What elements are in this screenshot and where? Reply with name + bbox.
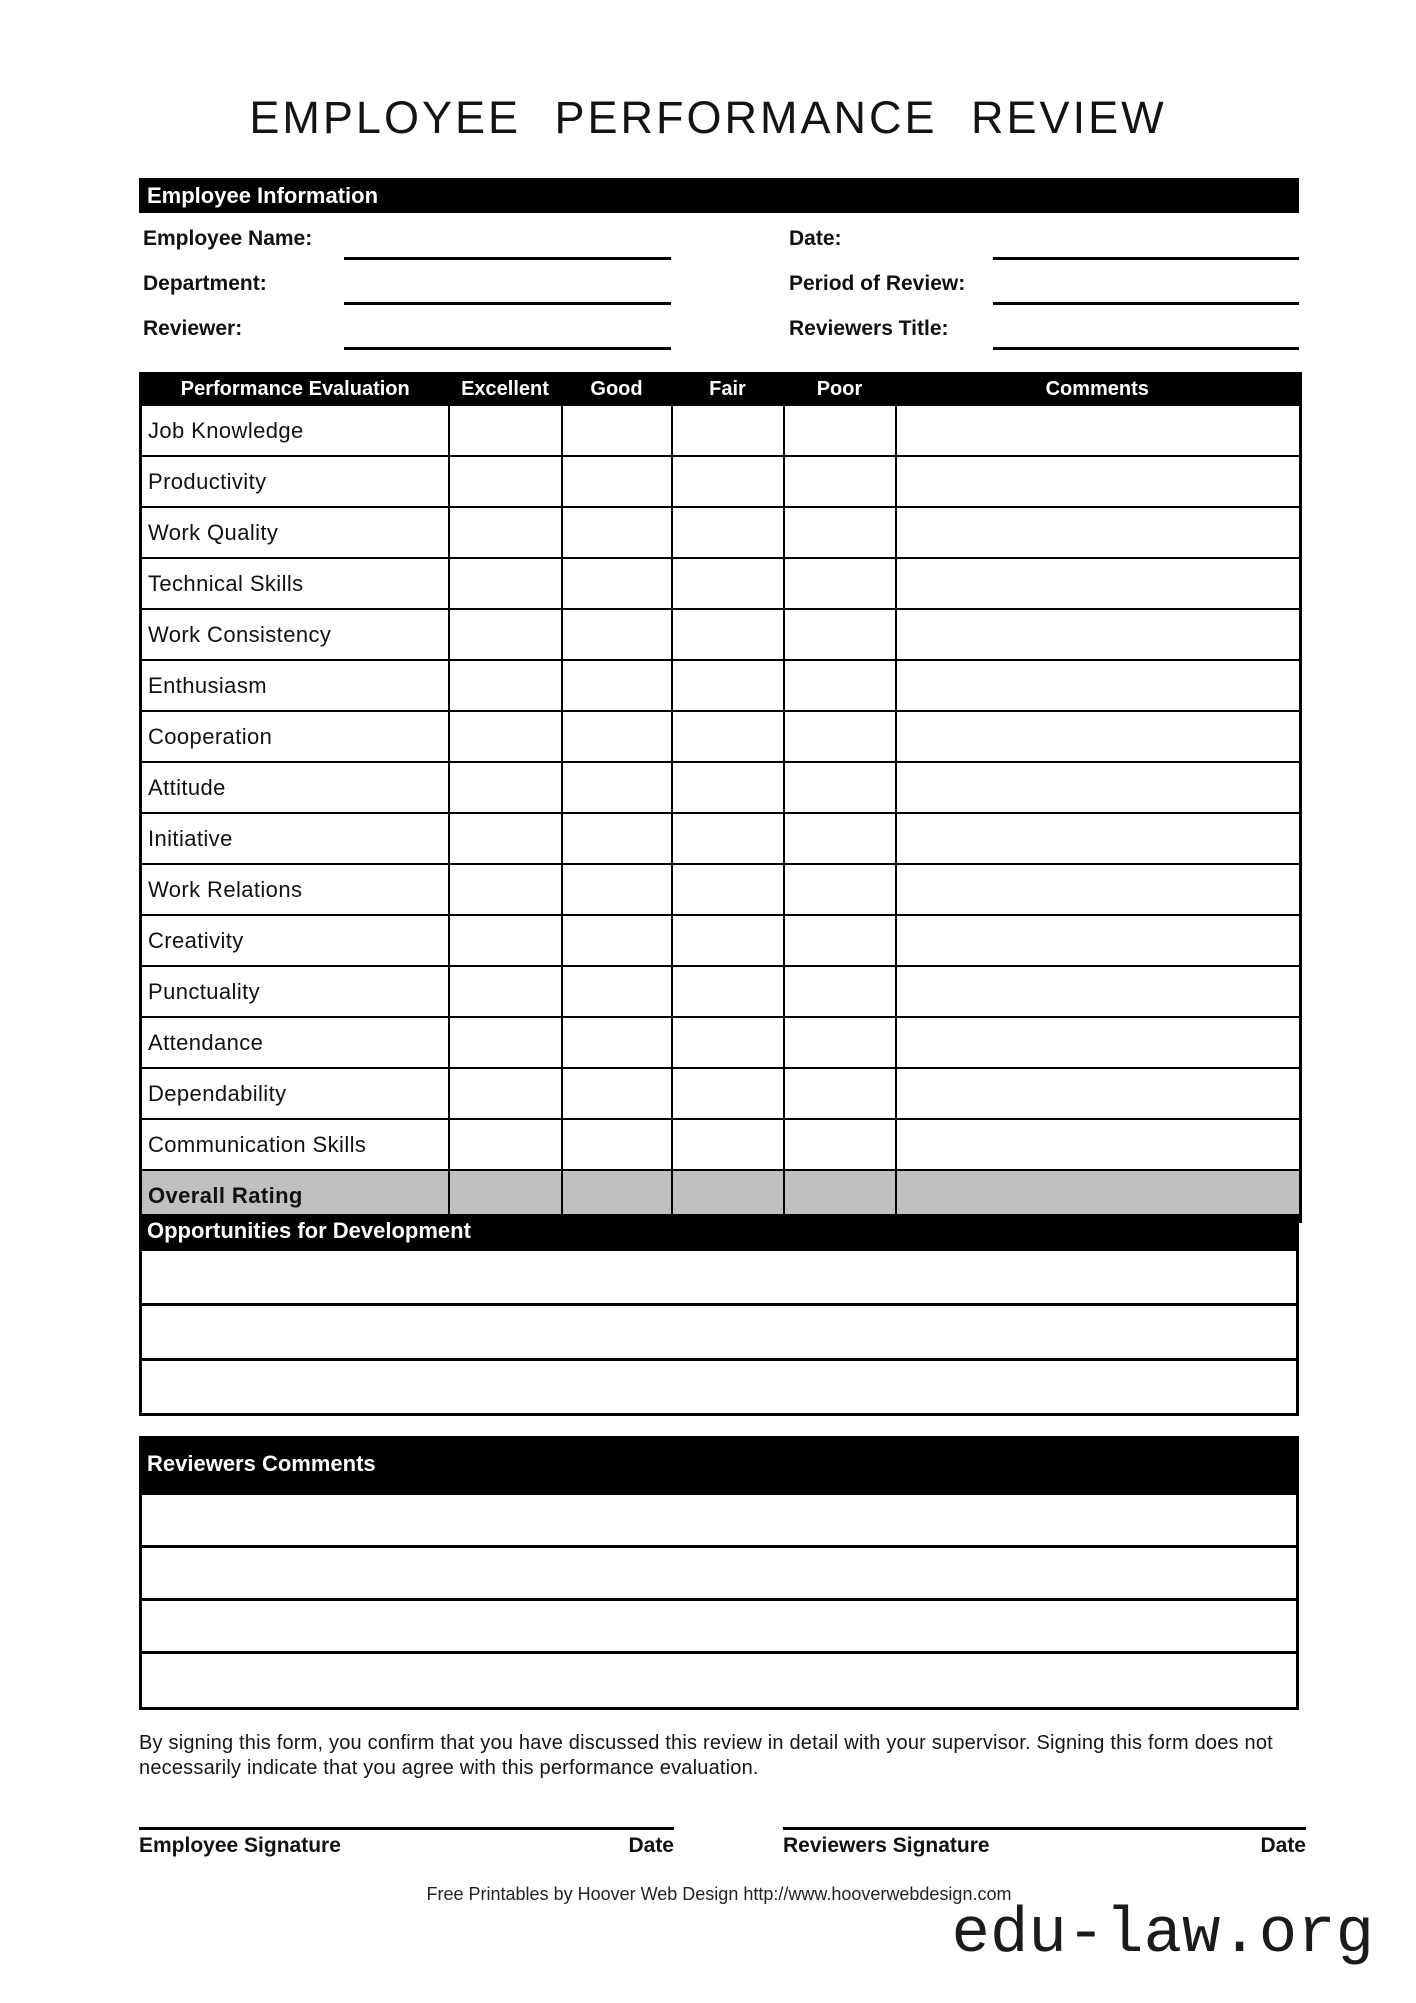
criterion-label: Enthusiasm <box>141 660 449 711</box>
rating-cell-excellent[interactable] <box>449 405 562 456</box>
criterion-label: Technical Skills <box>141 558 449 609</box>
table-row <box>141 558 1301 609</box>
criterion-label: Initiative <box>141 813 449 864</box>
rating-cell-fair[interactable] <box>672 660 784 711</box>
column-header-performance-evaluation: Performance Evaluation <box>141 374 449 406</box>
criterion-label: Creativity <box>141 915 449 966</box>
comments-cell[interactable] <box>896 813 1301 864</box>
reviewers-comments-blank-row[interactable] <box>142 1601 1296 1654</box>
department-input[interactable] <box>344 302 671 305</box>
reviewers-comments-blank-row[interactable] <box>142 1548 1296 1601</box>
rating-cell-excellent[interactable] <box>449 864 562 915</box>
rating-cell-good[interactable] <box>562 660 672 711</box>
performance-evaluation-table <box>139 372 1302 1223</box>
rating-cell-fair[interactable] <box>672 762 784 813</box>
comments-cell[interactable] <box>896 558 1301 609</box>
rating-cell-excellent[interactable] <box>449 762 562 813</box>
page-title: EMPLOYEE PERFORMANCE REVIEW <box>249 92 1167 143</box>
rating-cell-fair[interactable] <box>672 915 784 966</box>
table-row <box>141 456 1301 507</box>
criterion-label: Cooperation <box>141 711 449 762</box>
comments-cell[interactable] <box>896 711 1301 762</box>
column-header-excellent: Excellent <box>449 374 562 406</box>
table-row <box>141 915 1301 966</box>
table-row <box>141 609 1301 660</box>
rating-cell-good[interactable] <box>562 507 672 558</box>
reviewers-signature-date-label: Date <box>1260 1834 1306 1857</box>
comments-cell[interactable] <box>896 609 1301 660</box>
rating-cell-fair[interactable] <box>672 1068 784 1119</box>
opportunities-header <box>139 1214 1299 1248</box>
comments-cell[interactable] <box>896 762 1301 813</box>
reviewers-comments-writing-area <box>139 1492 1299 1710</box>
rating-cell-good[interactable] <box>562 1068 672 1119</box>
table-row <box>141 1068 1301 1119</box>
table-row <box>141 1119 1301 1170</box>
rating-cell-good[interactable] <box>562 711 672 762</box>
table-row <box>141 1017 1301 1068</box>
rating-cell-good[interactable] <box>562 1017 672 1068</box>
rating-cell-excellent[interactable] <box>449 711 562 762</box>
column-header-poor: Poor <box>784 374 896 406</box>
comments-cell[interactable] <box>896 456 1301 507</box>
rating-cell-fair[interactable] <box>672 813 784 864</box>
reviewers-comments-blank-row[interactable] <box>142 1654 1296 1707</box>
signing-disclaimer: By signing this form, you confirm that you have discussed this review in detail with your supervisor. Signing this form does not necessarily indicate that you agree with this performance evaluation. <box>139 1732 1273 1779</box>
employee-signature-line[interactable] <box>139 1827 674 1858</box>
date-input[interactable] <box>993 257 1299 260</box>
criterion-label: Punctuality <box>141 966 449 1017</box>
criterion-label: Work Consistency <box>141 609 449 660</box>
rating-cell-poor[interactable] <box>784 813 896 864</box>
rating-cell-fair[interactable] <box>672 1119 784 1170</box>
reviewers-comments-blank-row[interactable] <box>142 1495 1296 1548</box>
rating-cell-good[interactable] <box>562 915 672 966</box>
rating-cell-excellent[interactable] <box>449 456 562 507</box>
rating-cell-fair[interactable] <box>672 558 784 609</box>
rating-cell-excellent[interactable] <box>449 1119 562 1170</box>
rating-cell-excellent[interactable] <box>449 609 562 660</box>
opportunities-writing-area <box>139 1248 1299 1416</box>
rating-cell-good[interactable] <box>562 762 672 813</box>
table-row <box>141 660 1301 711</box>
rating-cell-poor[interactable] <box>784 966 896 1017</box>
criterion-label: Job Knowledge <box>141 405 449 456</box>
comments-cell[interactable] <box>896 660 1301 711</box>
employee-signature-date-label: Date <box>628 1834 674 1857</box>
rating-cell-poor[interactable] <box>784 711 896 762</box>
table-row <box>141 864 1301 915</box>
reviewers-comments-heading: Reviewers Comments <box>147 1451 376 1476</box>
employee-name-label: Employee Name: <box>143 227 313 250</box>
table-row <box>141 405 1301 456</box>
employee-signature-label: Employee Signature <box>139 1834 341 1857</box>
comments-cell[interactable] <box>896 966 1301 1017</box>
rating-cell-good[interactable] <box>562 813 672 864</box>
rating-cell-poor[interactable] <box>784 1017 896 1068</box>
rating-cell-poor[interactable] <box>784 864 896 915</box>
rating-cell-good[interactable] <box>562 405 672 456</box>
rating-cell-fair[interactable] <box>672 864 784 915</box>
rating-cell-fair[interactable] <box>672 456 784 507</box>
column-header-fair: Fair <box>672 374 784 406</box>
rating-cell-poor[interactable] <box>784 609 896 660</box>
opportunities-blank-row[interactable] <box>142 1306 1296 1361</box>
reviewers-signature-label: Reviewers Signature <box>783 1834 990 1857</box>
date-label: Date: <box>789 227 842 250</box>
employee-information-heading: Employee Information <box>147 182 379 208</box>
rating-cell-fair[interactable] <box>672 609 784 660</box>
criterion-label: Attitude <box>141 762 449 813</box>
criterion-label: Attendance <box>141 1017 449 1068</box>
table-row <box>141 813 1301 864</box>
rating-cell-good[interactable] <box>562 456 672 507</box>
rating-cell-poor[interactable] <box>784 507 896 558</box>
rating-cell-excellent[interactable] <box>449 813 562 864</box>
rating-cell-excellent[interactable] <box>449 1068 562 1119</box>
rating-cell-fair[interactable] <box>672 507 784 558</box>
reviewers-title-input[interactable] <box>993 347 1299 350</box>
column-header-comments: Comments <box>896 374 1301 406</box>
table-row <box>141 507 1301 558</box>
rating-cell-excellent[interactable] <box>449 1017 562 1068</box>
table-row <box>141 711 1301 762</box>
employee-name-input[interactable] <box>344 257 671 260</box>
opportunities-blank-row[interactable] <box>142 1251 1296 1306</box>
rating-cell-fair[interactable] <box>672 966 784 1017</box>
rating-cell-poor[interactable] <box>784 558 896 609</box>
rating-cell-good[interactable] <box>562 609 672 660</box>
rating-cell-poor[interactable] <box>784 915 896 966</box>
rating-cell-good[interactable] <box>562 1119 672 1170</box>
reviewer-input[interactable] <box>344 347 671 350</box>
criterion-label: Work Quality <box>141 507 449 558</box>
reviewers-title-label: Reviewers Title: <box>789 317 949 340</box>
overall-rating-label: Overall Rating <box>141 1170 449 1222</box>
criterion-label: Productivity <box>141 456 449 507</box>
period-of-review-input[interactable] <box>993 302 1299 305</box>
rating-cell-poor[interactable] <box>784 405 896 456</box>
reviewers-signature-line[interactable] <box>783 1827 1306 1858</box>
rating-cell-excellent[interactable] <box>449 660 562 711</box>
rating-cell-good[interactable] <box>562 966 672 1017</box>
rating-cell-fair[interactable] <box>672 1017 784 1068</box>
reviewer-label: Reviewer: <box>143 317 243 340</box>
opportunities-blank-row[interactable] <box>142 1361 1296 1416</box>
period-of-review-label: Period of Review: <box>789 272 966 295</box>
criterion-label: Dependability <box>141 1068 449 1119</box>
comments-cell[interactable] <box>896 915 1301 966</box>
table-row <box>141 762 1301 813</box>
footer-credit: Free Printables by Hoover Web Design http://www.hooverwebdesign.com <box>426 1884 1012 1904</box>
rating-cell-poor[interactable] <box>784 660 896 711</box>
department-label: Department: <box>143 272 267 295</box>
reviewers-comments-header <box>139 1436 1299 1492</box>
rating-cell-excellent[interactable] <box>449 915 562 966</box>
rating-cell-fair[interactable] <box>672 405 784 456</box>
rating-cell-poor[interactable] <box>784 1068 896 1119</box>
evaluation-header-row <box>141 374 1301 406</box>
rating-cell-excellent[interactable] <box>449 558 562 609</box>
rating-cell-poor[interactable] <box>784 762 896 813</box>
rating-cell-poor[interactable] <box>784 456 896 507</box>
table-row <box>141 966 1301 1017</box>
opportunities-heading: Opportunities for Development <box>147 1218 471 1243</box>
rating-cell-good[interactable] <box>562 558 672 609</box>
watermark: edu-law.org <box>951 1899 1374 1971</box>
comments-cell[interactable] <box>896 1068 1301 1119</box>
comments-cell[interactable] <box>896 1017 1301 1068</box>
comments-cell[interactable] <box>896 1119 1301 1170</box>
criterion-label: Communication Skills <box>141 1119 449 1170</box>
rating-cell-excellent[interactable] <box>449 966 562 1017</box>
criterion-label: Work Relations <box>141 864 449 915</box>
comments-cell[interactable] <box>896 405 1301 456</box>
column-header-good: Good <box>562 374 672 406</box>
comments-cell[interactable] <box>896 507 1301 558</box>
rating-cell-good[interactable] <box>562 864 672 915</box>
comments-cell[interactable] <box>896 864 1301 915</box>
rating-cell-fair[interactable] <box>672 711 784 762</box>
rating-cell-poor[interactable] <box>784 1119 896 1170</box>
employee-information-header <box>139 178 1299 213</box>
rating-cell-excellent[interactable] <box>449 507 562 558</box>
